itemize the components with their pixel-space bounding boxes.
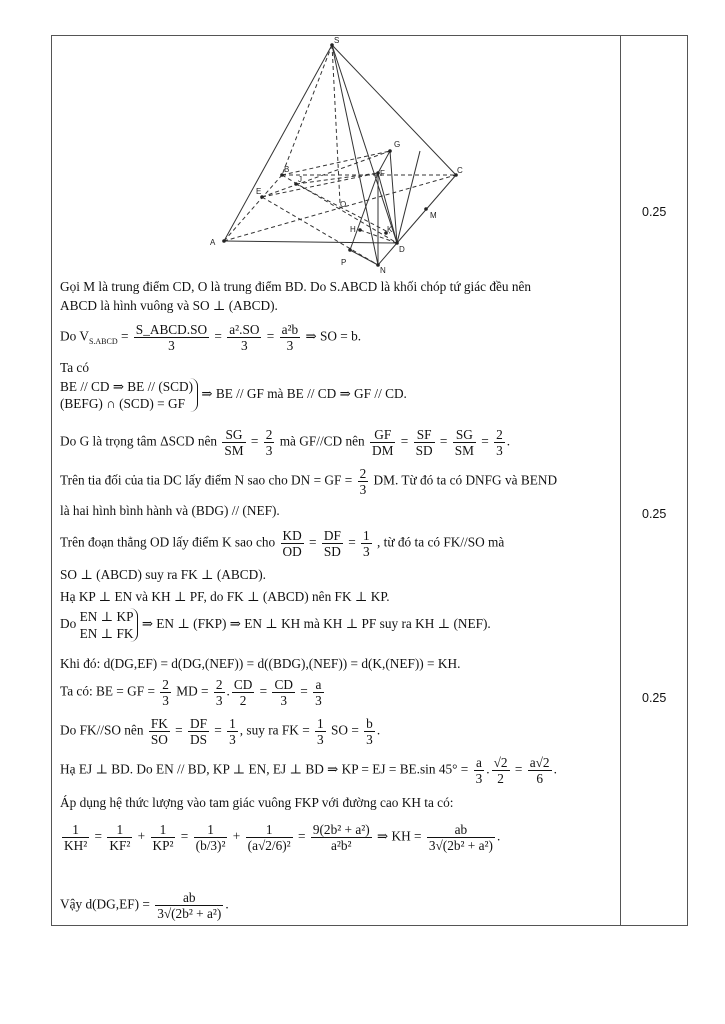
- vertex-label-J: J: [298, 175, 302, 184]
- vertex-label-N: N: [380, 266, 386, 275]
- line-18: $\frac{1}{\text{KH²}}$ = $\frac{1}{\text{KF²}}$ + $\frac{1}{\text{KP²}}$ = $\frac{1}{\text{(b/3)²}}$ + $\frac{1}{\text{(a√2/6)²}}$ = $\frac{\text{9(2b² + a²)}}{\text{a²b²}}$ ⇒ KH = $\frac{ab}{\text{3√(2b² + a²)}}$ .: [64, 822, 501, 853]
- vertex-label-D: D: [399, 245, 405, 254]
- line-4: Ta có: [60, 360, 89, 375]
- score-3: 0.25: [642, 691, 667, 705]
- line-3: Do $V_{S.ABCD}$ = $\frac{\text{S\_ABCD.SO}}{3}$ = $\frac{\text{a².SO}}{3}$ = $\frac{\text{a²b}}{3}$ ⇒ SO = b.: [60, 322, 362, 353]
- line-7: Trên tia đối của tia DC lấy điểm N sao cho DN = GF = $\frac{2}{3}$ DM. Từ đó ta có DNFG và BEND: [60, 466, 558, 497]
- line-5: BE // CD ⇒ BE // (SCD) (BEFG) ∩ (SCD) = GF ⇒ BE // GF mà BE // CD ⇒ GF // CD.: [60, 379, 407, 411]
- score-2: 0.25: [642, 507, 667, 521]
- line-15: Do FK//SO nên $\frac{FK}{SO}$ = $\frac{DF}{DS}$ = $\frac{1}{3}$ , suy ra FK = $\frac{1}{3}$ SO = $\frac{b}{3}$ .: [60, 716, 381, 747]
- vertex-label-K: K: [387, 225, 393, 234]
- line-10: SO ⊥ (ABCD) suy ra FK ⊥ (ABCD).: [60, 567, 266, 582]
- line-17: Áp dụng hệ thức lượng vào tam giác vuông FKP với đường cao KH ta có:: [60, 795, 454, 810]
- line-12: Do EN ⊥ KP EN ⊥ FK ⇒ EN ⊥ (FKP) ⇒ EN ⊥ KH mà KH ⊥ PF suy ra KH ⊥ (NEF).: [60, 609, 491, 641]
- line-19: Vậy d(DG,EF) = $\frac{ab}{\text{3√(2b² + a²)}}$ .: [60, 890, 229, 921]
- line-6: Do G là trọng tâm ΔSCD nên $\frac{SG}{SM}$ = $\frac{2}{3}$ mà GF//CD nên $\frac{GF}{DM}$ = $\frac{SF}{SD}$ = $\frac{SG}{SM}$ = $\frac{2}{3}$ .: [60, 427, 511, 458]
- vertex-label-M: M: [430, 211, 437, 220]
- line-16: Hạ EJ ⊥ BD. Do EN // BD, KP ⊥ EN, EJ ⊥ BD ⇒ KP = EJ = BE.sin 45° = $\frac{a}{3}$ . $\frac{√2}{2}$ = $\frac{a√2}{6}$ .: [60, 755, 557, 786]
- line-2: ABCD là hình vuông và SO ⊥ (ABCD).: [60, 298, 278, 313]
- line-13: Khi đó: d(DG,EF) = d(DG,(NEF)) = d((BDG),(NEF)) = d(K,(NEF)) = KH.: [60, 656, 461, 671]
- vertex-label-H: H: [350, 225, 356, 234]
- line-11: Hạ KP ⊥ EN và KH ⊥ PF, do FK ⊥ (ABCD) nên FK ⊥ KP.: [60, 589, 390, 604]
- vertex-label-O: O: [340, 200, 347, 209]
- vertex-label-F: F: [380, 169, 385, 178]
- vertex-label-A: A: [210, 238, 216, 247]
- vertex-label-E: E: [256, 187, 262, 196]
- vertex-label-S: S: [334, 36, 340, 45]
- line-1: Gọi M là trung điểm CD, O là trung điểm BD. Do S.ABCD là khối chóp tứ giác đều nên: [60, 279, 532, 294]
- vertex-label-P: P: [341, 258, 347, 267]
- line-14: Ta có: BE = GF = $\frac{2}{3}$ MD = $\frac{2}{3}$ . $\frac{CD}{2}$ = $\frac{CD}{3}$ = $\frac{a}{3}$: [60, 677, 322, 708]
- vertex-label-C: C: [457, 166, 463, 175]
- line-9: Trên đoạn thẳng OD lấy điểm K sao cho $\frac{KD}{OD}$ = $\frac{DF}{SD}$ = $\frac{1}{3}$ , từ đó ta có FK//SO mà: [60, 528, 505, 559]
- vertex-label-G: G: [394, 140, 401, 149]
- pyramid-figure: [200, 33, 480, 275]
- score-1: 0.25: [642, 205, 667, 219]
- vertex-label-B: B: [284, 165, 290, 174]
- line-8: là hai hình bình hành và (BDG) // (NEF).: [60, 503, 280, 518]
- score-column-divider: [620, 35, 621, 926]
